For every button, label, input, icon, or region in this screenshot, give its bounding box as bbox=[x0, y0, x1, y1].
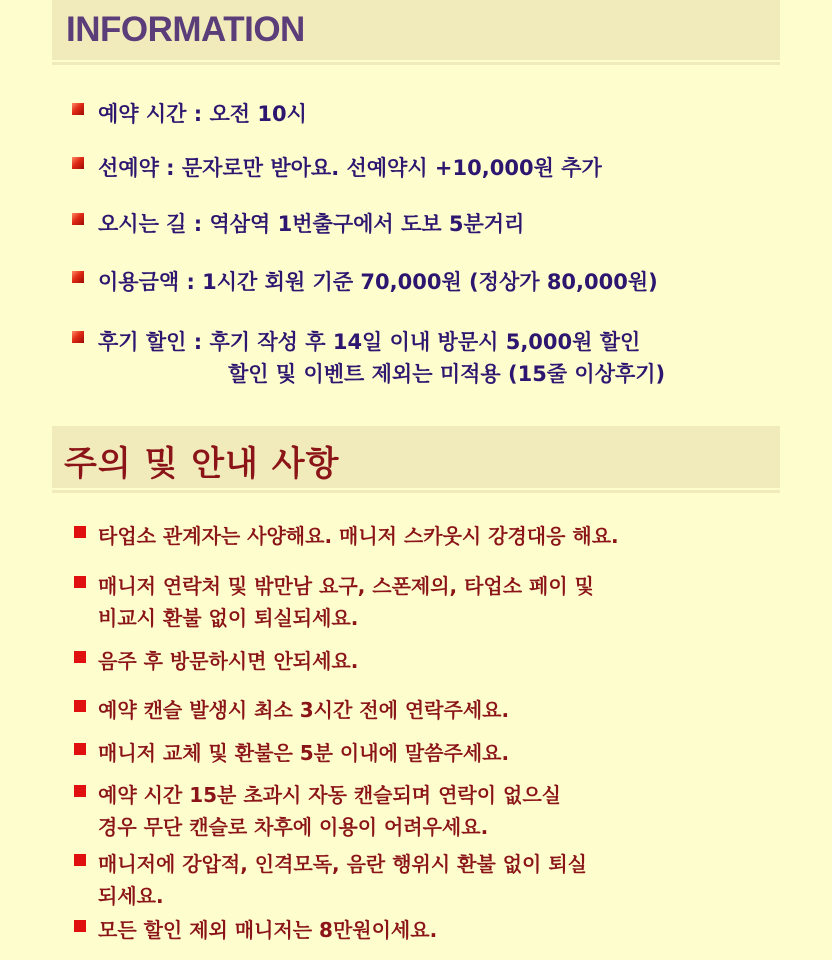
square-bullet-icon bbox=[74, 576, 86, 588]
square-bullet-icon bbox=[74, 785, 86, 797]
square-bullet-icon bbox=[72, 157, 84, 169]
square-bullet-icon bbox=[72, 213, 84, 225]
notice-item-continuation: 되세요. bbox=[98, 884, 164, 908]
information-header bbox=[52, 0, 780, 60]
info-item-text: 예약 시간 : 오전 10시 bbox=[98, 102, 307, 126]
square-bullet-icon bbox=[74, 743, 86, 755]
notice-item-text: 매니저 연락처 및 밖만남 요구, 스폰제의, 타업소 페이 및 bbox=[98, 574, 594, 598]
notice-item-text: 음주 후 방문하시면 안되세요. bbox=[98, 649, 359, 673]
info-item-continuation: 할인 및 이벤트 제외는 미적용 (15줄 이상후기) bbox=[228, 362, 666, 386]
info-item-text: 선예약 : 문자로만 받아요. 선예약시 +10,000원 추가 bbox=[98, 156, 602, 180]
square-bullet-icon bbox=[74, 920, 86, 932]
notice-header bbox=[52, 426, 780, 488]
notice-heading: 주의 및 안내 사항 bbox=[64, 444, 340, 484]
notice-item-text: 예약 시간 15분 초과시 자동 캔슬되며 연락이 없으실 bbox=[98, 783, 561, 807]
notice-item-continuation: 비교시 환불 없이 퇴실되세요. bbox=[98, 606, 359, 630]
square-bullet-icon bbox=[72, 331, 84, 343]
notice-divider bbox=[52, 490, 780, 493]
notice-item-text: 매니저에 강압적, 인격모독, 음란 행위시 환불 없이 퇴실 bbox=[98, 852, 587, 876]
square-bullet-icon bbox=[74, 526, 86, 538]
square-bullet-icon bbox=[74, 651, 86, 663]
notice-item-continuation: 경우 무단 캔슬로 차후에 이용이 어려우세요. bbox=[98, 815, 489, 839]
notice-item-text: 모든 할인 제외 매니저는 8만원이세요. bbox=[98, 918, 438, 942]
notice-item-text: 타업소 관계자는 사양해요. 매니저 스카웃시 강경대응 해요. bbox=[98, 524, 619, 548]
notice-item-text: 매니저 교체 및 환불은 5분 이내에 말씀주세요. bbox=[98, 741, 510, 765]
square-bullet-icon bbox=[74, 700, 86, 712]
information-divider bbox=[52, 62, 780, 65]
info-item-text: 오시는 길 : 역삼역 1번출구에서 도보 5분거리 bbox=[98, 212, 525, 236]
info-item-text: 후기 할인 : 후기 작성 후 14일 이내 방문시 5,000원 할인 bbox=[98, 330, 641, 354]
square-bullet-icon bbox=[72, 271, 84, 283]
information-heading: INFORMATION bbox=[66, 10, 305, 49]
square-bullet-icon bbox=[72, 103, 84, 115]
square-bullet-icon bbox=[74, 854, 86, 866]
info-item-text: 이용금액 : 1시간 회원 기준 70,000원 (정상가 80,000원) bbox=[98, 270, 658, 294]
notice-item-text: 예약 캔슬 발생시 최소 3시간 전에 연락주세요. bbox=[98, 698, 510, 722]
